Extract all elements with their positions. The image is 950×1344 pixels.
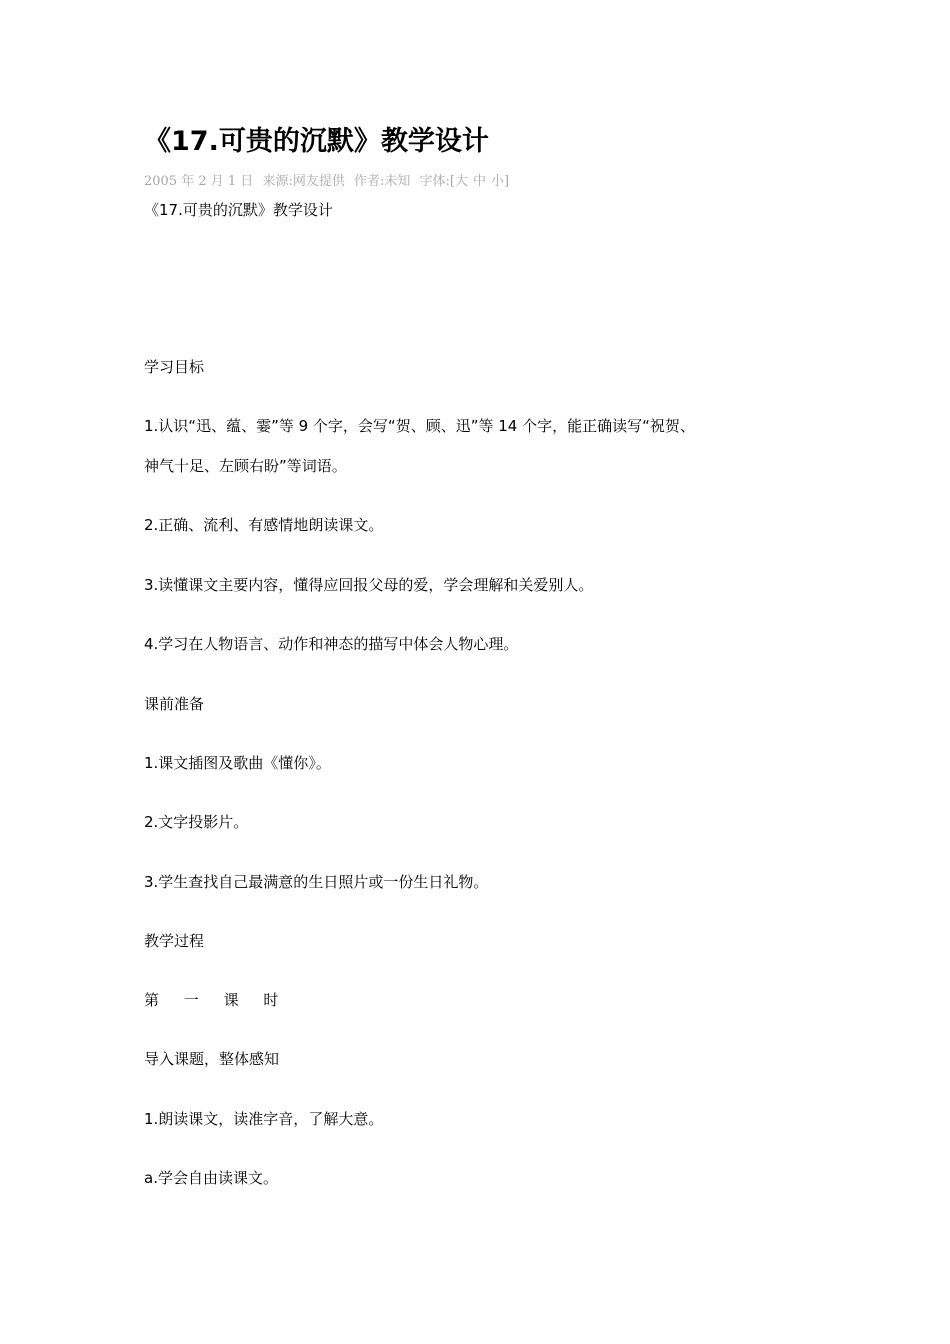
goal-2: 2.正确、流利、有感情地朗读课文。: [144, 516, 384, 534]
source-label: 来源:网友提供: [262, 174, 345, 189]
font-size-small-link[interactable]: 小: [490, 174, 504, 189]
prep-1: 1.课文插图及歌曲《懂你》。: [144, 754, 331, 772]
publish-date: 2005 年 2 月 1 日: [144, 174, 254, 189]
author-label: 作者:未知: [353, 174, 411, 189]
process-heading: 教学过程: [144, 932, 205, 950]
step-1: 1.朗读课文，读准字音，了解大意。: [144, 1110, 384, 1128]
lesson-char: 一: [183, 991, 199, 1009]
font-size-large-link[interactable]: 大: [454, 174, 468, 189]
article-title: 《17.可贵的沉默》教学设计: [144, 126, 489, 157]
step-1a: a.学会自由读课文。: [144, 1169, 278, 1187]
font-size-medium-link[interactable]: 中: [472, 174, 486, 189]
goal-3: 3.读懂课文主要内容，懂得应回报父母的爱，学会理解和关爱别人。: [144, 576, 594, 594]
goal-1-line-2: 神气十足、左顾右盼”等词语。: [144, 457, 347, 475]
font-size-label: 字体:[: [419, 174, 455, 189]
goals-heading: 学习目标: [144, 358, 205, 376]
lesson-char: 课: [223, 991, 239, 1009]
prep-heading: 课前准备: [144, 695, 205, 713]
lesson-char: 第: [144, 991, 160, 1009]
prep-2: 2.文字投影片。: [144, 813, 249, 831]
lesson-char: 时: [263, 991, 279, 1009]
lesson-heading: [144, 989, 298, 1011]
intro-heading: 导入课题，整体感知: [144, 1050, 280, 1068]
article-meta: [144, 172, 509, 192]
prep-3: 3.学生查找自己最满意的生日照片或一份生日礼物。: [144, 873, 489, 891]
font-size-bracket: ]: [504, 174, 510, 189]
goal-4: 4.学习在人物语言、动作和神态的描写中体会人物心理。: [144, 635, 519, 653]
article-subtitle: 《17.可贵的沉默》教学设计: [144, 201, 333, 219]
goal-1-line-1: 1.认识“迅、蕴、霎”等 9 个字，会写“贺、顾、迅”等 14 个字，能正确读写“祝贺、: [144, 417, 695, 435]
